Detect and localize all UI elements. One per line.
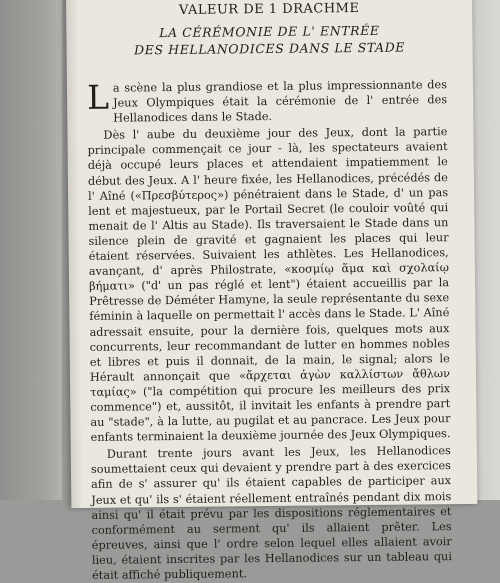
section-title-line-1: LA CÉRÉMONIE DE L' ENTRÉE [159,22,380,41]
section-title-line-2: DES HELLANODICES DANS LE STADE [133,39,406,58]
section-title [66,21,472,59]
paragraph-1-text: a scène la plus grandiose et la plus impressionnante des Jeux Olympiques était la cérémonie de l' entrée des Hellanodices dans le Stade. [112,78,448,125]
drop-cap: L [86,77,110,117]
paragraph-3: Durant trente jours avant les Jeux, les Hellanodices soumettaient ceux qui devaient y prendre part à des exercices afin de s' assurer qu' ils étaient capables de participer aux Jeux et qu' ils s' étaient réellement entraînés pendant dix mois ainsi qu' il était prévu par les dispositions réglementaires et conformément au serment qu' ils allaient prêter. Les épreuves, ainsi que l' ordre selon lequel elles allaient avoir lieu, étaient inscrites par les Hellanodices sur un tableau qui était affiché publiquement. [90,444,452,582]
background-left [0,0,62,500]
paragraph-1 [87,77,447,126]
page-header: VALEUR DE 1 DRACHME [178,1,360,18]
book-page [66,0,477,582]
paragraph-2: Dès l' aube du deuxième jour des Jeux, dont la partie principale commençait ce jour - là, les spectateurs avaient déjà occupé leurs places et attendaient impatiemment le début des Jeux. A l' heure fixée, les Hellanodices, précédés de l' Aîné («Πρεσβύτερος») pénétraient dans le Stade, d' un pas lent et majestueux, par le Portail Secret (le couloir voûté qui menait de l' Altis au Stade). Ils traversaient le Stade dans un silence plein de gravité et gagnaient les places qui leur étaient réservées. Suivaient les athlètes. Les Hellanodices, avançant, d' après Philostrate, «κοσμίῳ ἅμα καὶ σχολαίῳ βήματι» ("d' un pas réglé et lent") étaient accueillis par la Prêtresse de Déméter Hamyne, la seule représentante du sexe féminin à laquelle on permettait l' accès dans le Stade. L' Aîné adressait ensuite, pour la dernière fois, quelques mots aux concurrents, leur recommandant de lutter en hommes nobles et libres et puis il donnait, de la main, le signal; alors le Hérault annonçait que «ἄρχεται ἀγὼν καλλίστων ἄθλων ταμίας» ("la compétition qui procure les meilleurs des prix commence") et, aussitôt, il invitait les enfants à prendre part au "stade", à la lutte, au pugilat et au pancrace. Les Jeux pour enfants terminaient la deuxième journée des Jeux Olympiques. [87,125,451,445]
body-text [67,77,478,583]
